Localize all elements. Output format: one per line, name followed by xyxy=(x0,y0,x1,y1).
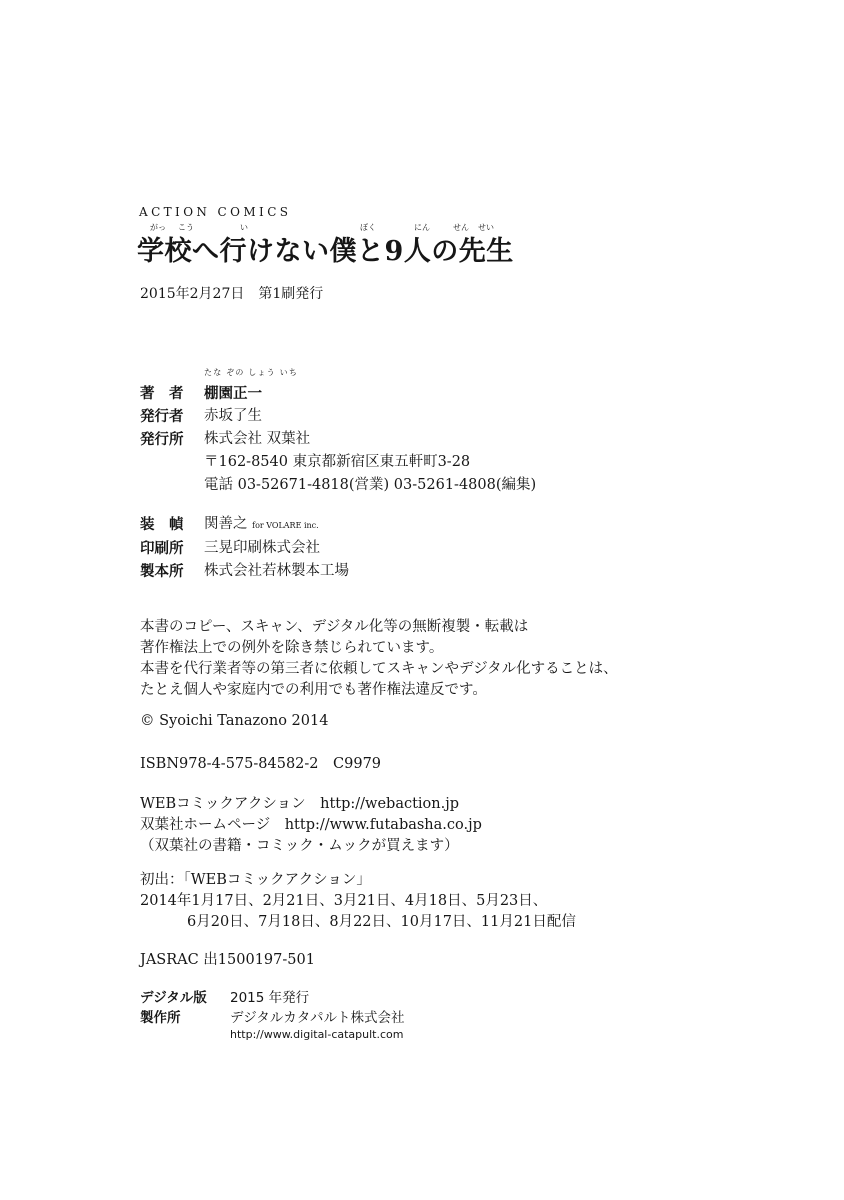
ruby-gakkou-1: がっ xyxy=(150,223,166,232)
legal-line: たとえ個人や家庭内での利用でも著作権法違反です。 xyxy=(140,682,487,698)
credit-label: 発行者 xyxy=(140,408,184,425)
isbn: ISBN978-4-575-84582-2 C9979 xyxy=(140,756,382,772)
jasrac-number: JASRAC 出1500197-501 xyxy=(140,952,315,968)
web-line-futabasha: 双葉社ホームページ http://www.futabasha.co.jp xyxy=(140,817,482,833)
binder-name: 株式会社若林製本工場 xyxy=(204,563,349,579)
legal-line: 本書を代行業者等の第三者に依頼してスキャンやデジタル化することは、 xyxy=(140,661,618,677)
digital-edition-row xyxy=(140,988,405,1008)
series-name: ACTION COMICS xyxy=(139,205,292,219)
copyright-notice: © Syoichi Tanazono 2014 xyxy=(140,713,329,729)
designer-name: 関善之 xyxy=(204,516,248,532)
digital-producer-row xyxy=(140,1008,405,1028)
digital-edition-info xyxy=(140,988,405,1042)
legal-line: 本書のコピー、スキャン、デジタル化等の無断複製・転載は xyxy=(140,619,529,635)
credit-label: 著 者 xyxy=(140,385,184,402)
credits-block xyxy=(140,382,536,583)
ruby-sei: せい xyxy=(478,223,494,232)
author-name: 棚園正一 xyxy=(204,385,262,402)
company-name: 株式会社 双葉社 xyxy=(204,431,311,447)
web-line-webaction: WEBコミックアクション http://webaction.jp xyxy=(140,796,460,812)
credit-author xyxy=(140,382,536,405)
ruby-sen: せん xyxy=(453,223,469,232)
ruby-gakkou-2: こう xyxy=(178,223,194,232)
credit-label: 装 幀 xyxy=(140,516,184,533)
credit-label: 発行所 xyxy=(140,431,184,448)
company-phone: 電話 03-52671-4818(営業) 03-5261-4808(編集) xyxy=(204,477,537,493)
publication-date: 2015年2月27日 第1刷発行 xyxy=(140,286,324,302)
design-value xyxy=(204,513,319,537)
credit-publisher xyxy=(140,405,536,428)
company-address: 〒162-8540 東京都新宿区東五軒町3-28 xyxy=(204,454,471,470)
web-line-note: （双葉社の書籍・コミック・ムックが買えます） xyxy=(140,838,459,854)
first-appearance-source: 初出：「WEBコミックアクション」 xyxy=(140,872,371,888)
digital-producer-value: デジタルカタパルト株式会社 xyxy=(230,1010,405,1026)
ruby-iku: い xyxy=(240,223,248,232)
credit-label: 製本所 xyxy=(140,563,184,580)
legal-notice xyxy=(140,617,618,701)
credit-binder xyxy=(140,560,536,583)
credit-design xyxy=(140,513,536,537)
publishing-house-details xyxy=(204,428,536,497)
designer-note: for VOLARE inc. xyxy=(252,521,319,530)
web-info xyxy=(140,794,482,857)
credit-printer xyxy=(140,537,536,560)
first-appearance-dates: 2014年1月17日、2月21日、3月21日、4月18日、5月23日、 xyxy=(140,893,548,909)
first-appearance-dates: 6月20日、7月18日、8月22日、10月17日、11月21日配信 xyxy=(187,914,576,930)
legal-line: 著作権法上での例外を除き禁じられています。 xyxy=(140,640,444,656)
digital-producer-label: 製作所 xyxy=(140,1010,181,1026)
digital-producer-url: http://www.digital-catapult.com xyxy=(230,1028,404,1041)
ruby-boku: ぼく xyxy=(360,223,376,232)
publisher-name: 赤坂了生 xyxy=(204,408,262,424)
first-appearance xyxy=(140,870,576,933)
book-title: 学校へ行けない僕と9人の先生 xyxy=(137,236,514,267)
credit-publishing-house xyxy=(140,428,536,497)
ruby-nin: にん xyxy=(414,223,430,232)
printer-name: 三晃印刷株式会社 xyxy=(204,540,320,556)
author-ruby: たな ぞの しょう いち xyxy=(204,368,299,377)
digital-edition-value: 2015 年発行 xyxy=(230,990,310,1006)
digital-edition-label: デジタル版 xyxy=(140,990,207,1006)
credit-label: 印刷所 xyxy=(140,540,184,557)
